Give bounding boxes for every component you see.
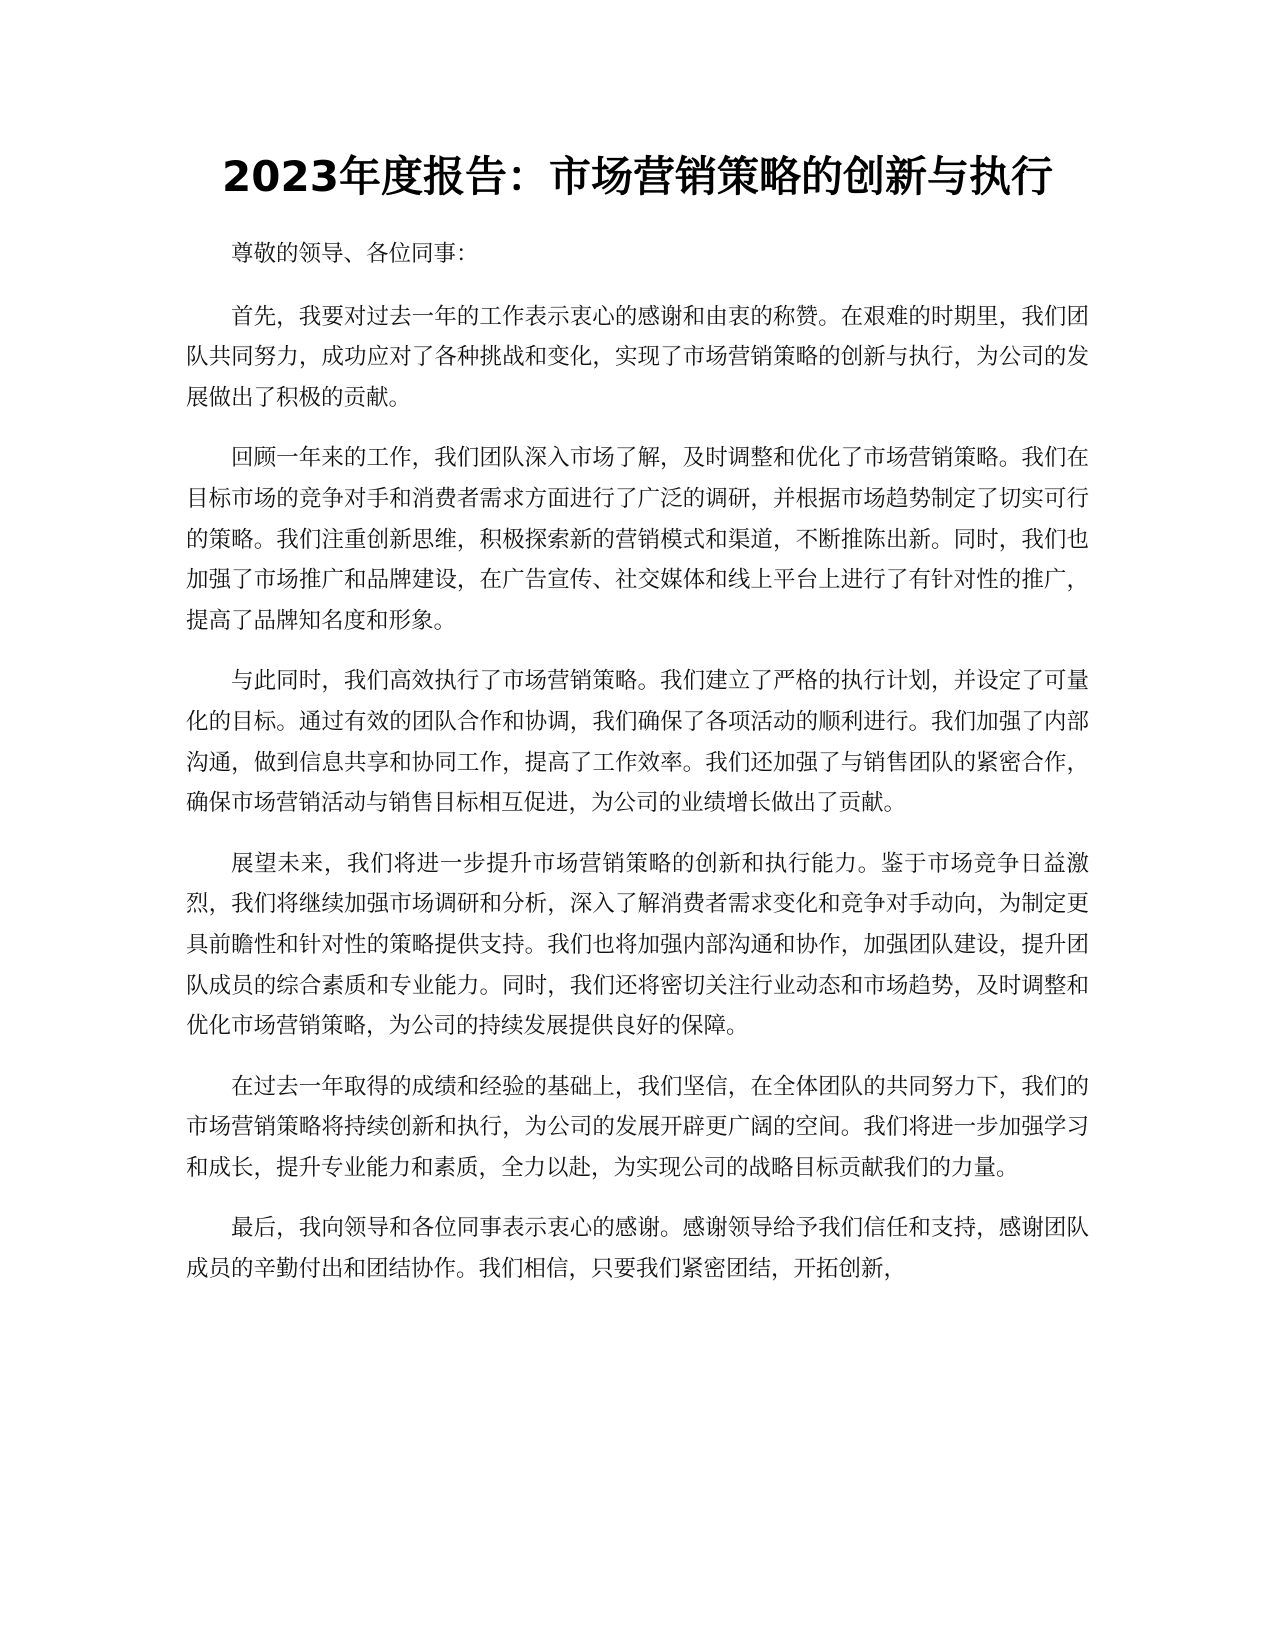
- document-body: [186, 234, 1089, 1310]
- paragraph-outlook: 展望未来，我们将进一步提升市场营销策略的创新和执行能力。鉴于市场竞争日益激烈，我们将继续加强市场调研和分析，深入了解消费者需求变化和竞争对手动向，为制定更具前瞻性和针对性的策略提供支持。我们也将加强内部沟通和协作，加强团队建设，提升团队成员的综合素质和专业能力。同时，我们还将密切关注行业动态和市场趋势，及时调整和优化市场营销策略，为公司的持续发展提供良好的保障。: [186, 850, 1089, 1040]
- paragraph-closing: 最后，我向领导和各位同事表示衷心的感谢。感谢领导给予我们信任和支持，感谢团队成员的辛勤付出和团结协作。我们相信，只要我们紧密团结，开拓创新，: [186, 1215, 1089, 1283]
- paragraph-confidence: 在过去一年取得的成绩和经验的基础上，我们坚信，在全体团队的共同努力下，我们的市场营销策略将持续创新和执行，为公司的发展开辟更广阔的空间。我们将进一步加强学习和成长，提升专业能力和素质，全力以赴，为实现公司的战略目标贡献我们的力量。: [186, 1073, 1089, 1181]
- paragraph-review: 回顾一年来的工作，我们团队深入市场了解，及时调整和优化了市场营销策略。我们在目标市场的竞争对手和消费者需求方面进行了广泛的调研，并根据市场趋势制定了切实可行的策略。我们注重创新思维，积极探索新的营销模式和渠道，不断推陈出新。同时，我们也加强了市场推广和品牌建设，在广告宣传、社交媒体和线上平台上进行了有针对性的推广，提高了品牌知名度和形象。: [186, 445, 1089, 634]
- paragraph-thanks: 首先，我要对过去一年的工作表示衷心的感谢和由衷的称赞。在艰难的时期里，我们团队共同努力，成功应对了各种挑战和变化，实现了市场营销策略的创新与执行，为公司的发展做出了积极的贡献。: [186, 303, 1089, 411]
- document-title: 2023年度报告：市场营销策略的创新与执行: [222, 152, 1053, 201]
- paragraph-execution: 与此同时，我们高效执行了市场营销策略。我们建立了严格的执行计划，并设定了可量化的目标。通过有效的团队合作和协调，我们确保了各项活动的顺利进行。我们加强了内部沟通，做到信息共享和协同工作，提高了工作效率。我们还加强了与销售团队的紧密合作，确保市场营销活动与销售目标相互促进，为公司的业绩增长做出了贡献。: [186, 668, 1089, 817]
- salutation: 尊敬的领导、各位同事：: [231, 241, 479, 267]
